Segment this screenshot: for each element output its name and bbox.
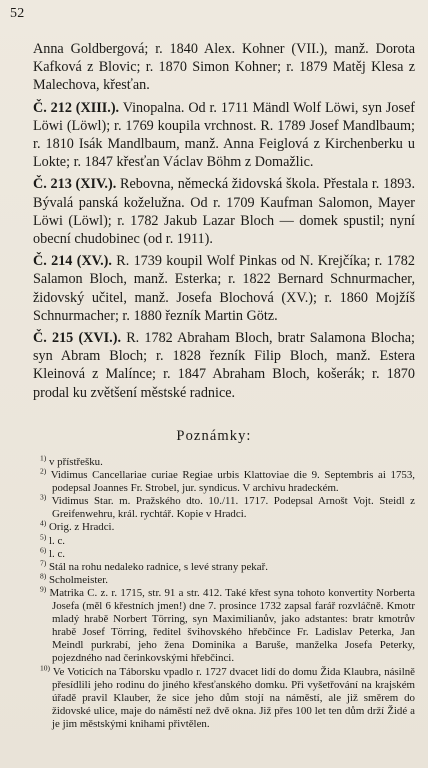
entry-number: Č. 212 (XIII.).: [33, 99, 120, 116]
footnote-text: Vidimus Cancellariae curiae Regiae urbis Klattoviae die 9. Septembris ai 1753, podepsal Joannes Fr. Strobel, jur. syndicus. V archivu hradeckém.: [50, 469, 415, 495]
footnote-number: 1): [40, 453, 47, 463]
entry-text: R. 1782 Abraham Bloch, bratr Salamona Blocha; syn Abram Bloch; r. 1828 řezník Filip Bloch, manž. Estera Kleinová z Malínce; r. 1847 Abraham Bloch, košerák; r. 1870 prodal ku zvětšení městské radnice.: [33, 330, 415, 401]
footnote-text: Vidimus Star. m. Pražského dto. 10./11. 1717. Podepsal Arnošt Vojt. Steidl z Greifenwehru, král. rychtář. Kopie v Hradci.: [51, 495, 415, 521]
notes-heading: Poznámky:: [176, 428, 252, 444]
entry-text: Anna Goldbergová; r. 1840 Alex. Kohner (VII.), manž. Dorota Kafková z Blovic; r. 1870 Simon Kohner; r. 1879 Matěj Klesa z Malechova, křesťan.: [33, 41, 415, 94]
footnote-number: 4): [40, 518, 47, 528]
footnote-number: 6): [40, 545, 47, 555]
footnote: [40, 662, 415, 731]
footnote-number: 5): [40, 531, 47, 541]
footnote-text: l. c.: [48, 547, 66, 560]
house-entry-214: [33, 252, 415, 325]
house-entry-213: [33, 175, 415, 248]
footnote-number: 7): [40, 558, 47, 568]
footnote-number: 10): [40, 662, 50, 672]
house-entry-215: [33, 329, 415, 402]
footnote: [40, 492, 415, 521]
entry-text: R. 1739 koupil Wolf Pinkas od N. Krejčíka; r. 1782 Salamon Bloch, manž. Esterka; r. 1822 Bernard Schnurmacher, židovský učitel, manž. Josefa Blochová (XV.); r. 1860 Mojžíš Schnurmacher; r. 1880 řezník Martin Götz.: [33, 253, 415, 324]
footnote-number: 9): [40, 584, 47, 594]
footnote-text: l. c.: [48, 534, 66, 547]
house-entry-212: [33, 99, 415, 172]
footnote: [40, 531, 415, 548]
footnote: [40, 558, 415, 574]
entry-text: Rebovna, německá židovská škola. Přestala r. 1893. Bývalá panská koželužna. Od r. 1709 Kaufman Salomon, Mayer Löwi (Löwl); r. 1782 Jakub Lazar Bloch — domek spustil; nyní obecní chudobinec (od r. 1911).: [33, 176, 415, 248]
footnote-number: 3): [40, 492, 47, 502]
footnote: [40, 545, 415, 561]
main-text: [33, 40, 415, 406]
footnote-text: Orig. z Hradci.: [48, 521, 115, 534]
footnote-text: Ve Voticích na Táborsku vpadlo r. 1727 dvacet lidí do domu Žida Klaubra, násilně přesídlili jeho rodinu do jiného křesťanského domku. Při vyšetřování na krajském úřadě pravil Klauber, že sice jeho dům stojí na náměstí, ale již směrem do židovské ulice, maje do náměstí než dvě okna. Již přes 100 let ten dům drží Židé a je jim městskými knihami přivtělen.: [52, 665, 415, 730]
footnote: [40, 453, 415, 469]
footnote-number: 2): [40, 466, 47, 476]
entry-number: Č. 215 (XVI.).: [33, 330, 122, 347]
entry-text: Vinopalna. Od r. 1711 Mändl Wolf Löwi, syn Josef Löwi (Löwl); r. 1769 koupila vrchnost. R. 1789 Josef Mandlbaum; r. 1810 Isák Mandlbaum, manž. Anna Feiglová z Kirchenberku u Lokte; r. 1847 křesťan Václav Böhm z Domažlic.: [33, 99, 415, 171]
footnotes: [40, 453, 415, 731]
entry-number: Č. 213 (XIV.).: [33, 176, 117, 193]
footnote: [40, 571, 415, 587]
footnote: [40, 584, 415, 666]
footnote-text: Matrika C. z. r. 1715, str. 91 a str. 412. Také křest syna tohoto konvertity Norberta Josefa (měl 6 křestních jmen!) dne 7. prosince 1732 zapsal farář rozvláčně. Kmotr mladý hrabě Norbert Törring, syn Maximilianův, jako adstantes: bratr kmotrův hrabě Josef Törring, ředitel švihovského hřebčince Fr. Ladislav Peterka, Jan Meindl purkrabí, jeho žena Dominika a Baruše, manželka Josefa Peterky, pojezdného nad čerinkovskými hřebčinci.: [49, 586, 415, 665]
house-entry-continuation: [33, 40, 415, 95]
footnote-text: Scholmeister.: [48, 573, 108, 586]
entry-number: Č. 214 (XV.).: [33, 253, 112, 270]
footnote-text: Stál na rohu nedaleko radnice, s levé strany pekař.: [48, 560, 268, 573]
footnote-text: v přístřešku.: [48, 456, 103, 468]
footnote-number: 8): [40, 571, 47, 581]
footnote: [40, 518, 415, 534]
page-number: 52: [10, 6, 25, 21]
footnote: [40, 466, 415, 495]
